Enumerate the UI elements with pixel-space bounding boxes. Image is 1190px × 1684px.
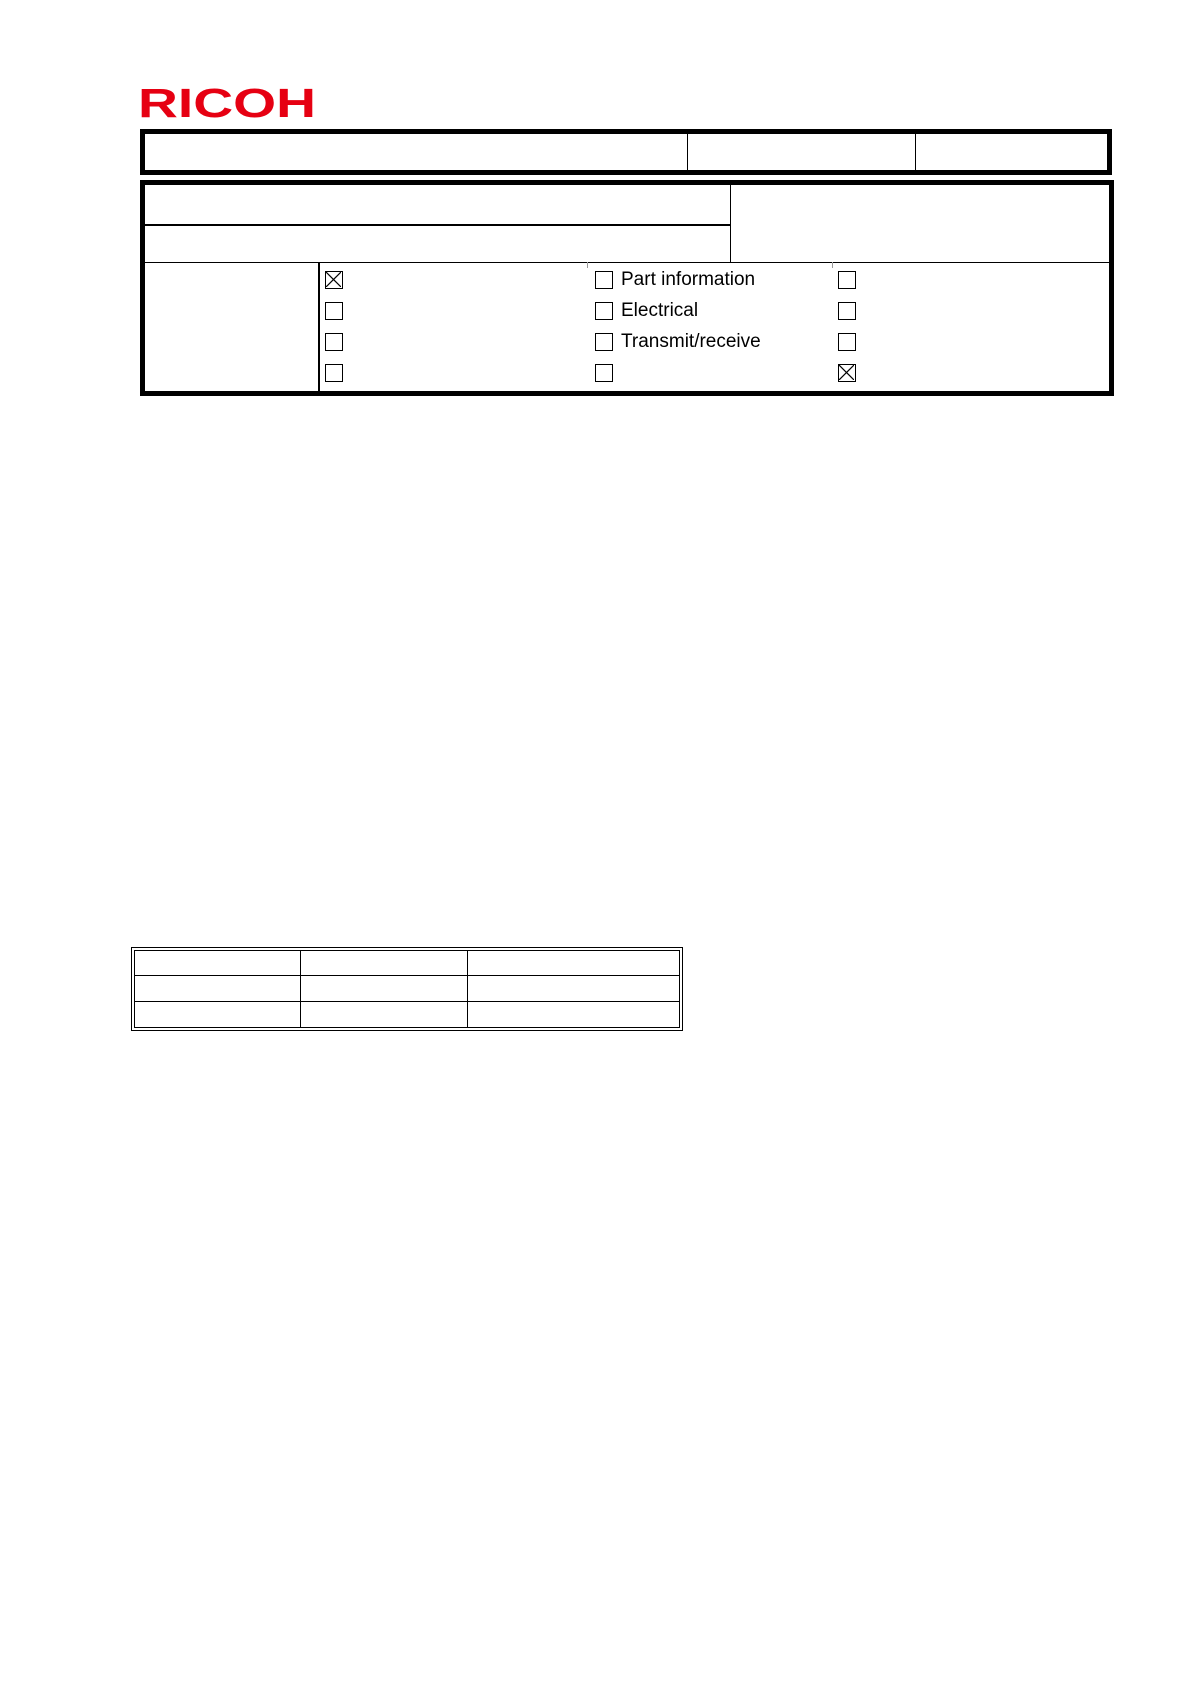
checkbox-row <box>595 331 761 353</box>
checkbox[interactable] <box>838 271 856 289</box>
divider <box>730 185 731 262</box>
ricoh-logo-graphic <box>138 84 318 122</box>
table-cell <box>135 1002 301 1027</box>
svg-text:RICOH: RICOH <box>138 84 316 122</box>
checkbox-checked[interactable] <box>325 271 343 289</box>
checkbox-row <box>325 362 351 384</box>
check-x-icon <box>839 365 854 380</box>
checkbox-row <box>325 269 351 291</box>
checkbox[interactable] <box>838 333 856 351</box>
table-cell <box>468 951 679 976</box>
divider <box>145 224 730 226</box>
model-table <box>131 947 683 1031</box>
table-cell <box>301 1002 468 1027</box>
checkbox[interactable] <box>325 333 343 351</box>
checkbox[interactable] <box>325 364 343 382</box>
checkbox-label: Electrical <box>621 300 699 321</box>
checkbox[interactable] <box>595 333 613 351</box>
checkbox-label: Part information <box>621 269 756 290</box>
checkbox-row <box>838 331 864 353</box>
table-cell <box>135 976 301 1001</box>
divider <box>145 262 1109 263</box>
table-cell <box>468 976 679 1001</box>
checkbox-checked[interactable] <box>838 364 856 382</box>
table-cell <box>135 951 301 976</box>
checkbox[interactable] <box>838 302 856 320</box>
table-cell <box>468 1002 679 1027</box>
table-cell <box>301 976 468 1001</box>
bulletin-header-block <box>140 180 1114 396</box>
date-cell <box>916 134 1107 170</box>
checkbox-row <box>325 331 351 353</box>
subject-cell <box>145 134 688 170</box>
check-x-icon <box>326 272 341 287</box>
checkbox-row <box>595 362 621 384</box>
divider <box>318 262 320 391</box>
checkbox-row <box>838 300 864 322</box>
document-info-bar <box>140 129 1112 175</box>
divider <box>832 262 833 268</box>
divider <box>587 262 588 268</box>
ricoh-logo <box>138 84 318 122</box>
checkbox-row <box>838 362 864 384</box>
number-cell <box>688 134 916 170</box>
checkbox-row <box>325 300 351 322</box>
checkbox-row <box>595 269 755 291</box>
checkbox[interactable] <box>325 302 343 320</box>
checkbox[interactable] <box>595 364 613 382</box>
checkbox-row <box>595 300 698 322</box>
checkbox[interactable] <box>595 302 613 320</box>
checkbox-label: Transmit/receive <box>621 331 761 352</box>
table-cell <box>301 951 468 976</box>
checkbox-row <box>838 269 864 291</box>
checkbox[interactable] <box>595 271 613 289</box>
